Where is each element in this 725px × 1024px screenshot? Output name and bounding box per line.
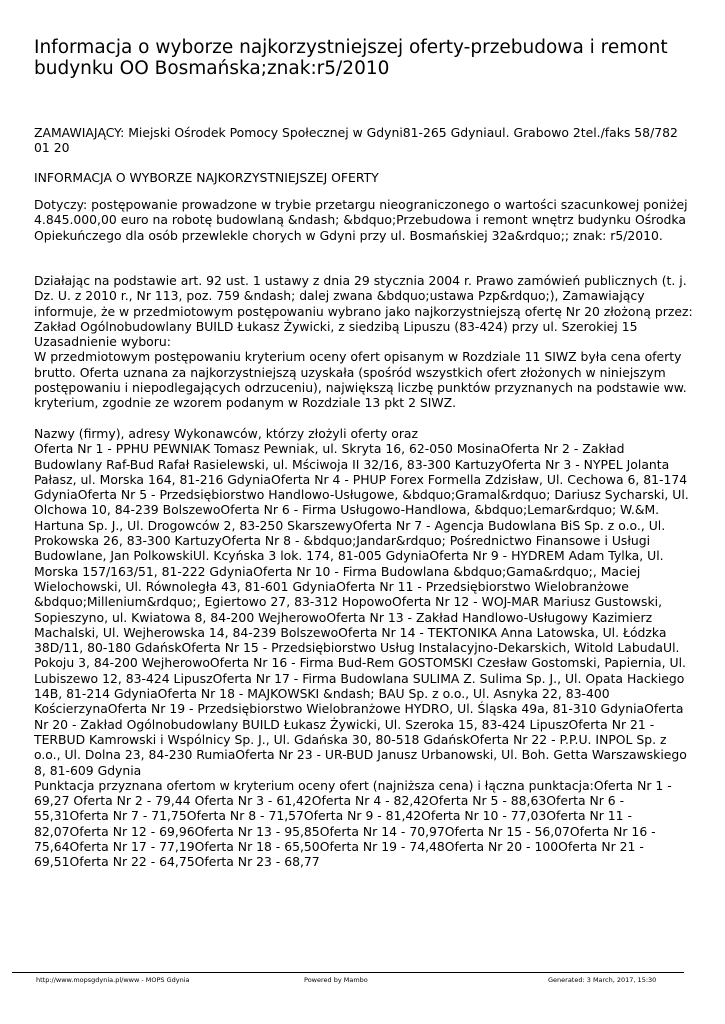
subject-paragraph: Dotyczy: postępowanie prowadzone w trybie przetargu nieograniczonego o wartości szacunkowej poniżej 4.845.000,00 euro na robotę budowlaną &ndash; &bdquo;Przebudowa i remont wnętrz budynku Ośrodka Opiekuńczego dla osób przewlekle chorych w Gdyni przy ul. Bosmańskiej 32a&rdquo;; znak: r5/2010. — [34, 197, 688, 243]
page-title: Informacja o wyborze najkorzystniejszej oferty-przebudowa i remont budynku OO Bosmańska;znak:r5/2010 — [34, 37, 668, 79]
footer-divider — [12, 972, 684, 973]
bidders-heading: Nazwy (firmy), adresy Wykonawców, którzy złożyli oferty oraz — [34, 425, 419, 441]
decision-body — [34, 273, 694, 870]
justification-label: Uzasadnienie wyboru: — [34, 334, 171, 350]
decision-paragraph: Działając na podstawie art. 92 ust. 1 ustawy z dnia 29 stycznia 2004 r. Prawo zamówień publicznych (t. j. Dz. U. z 2010 r., Nr 113, poz. 759 &ndash; dalej zwana &bdquo;ustawa Pzp&rdquo;), Zamawiający informuje, że w przedmiotowym postępowaniu wybrano jako najkorzystniejszą ofertę Nr 20 złożoną przez: Zakład Ogólnobudowlany BUILD Łukasz Żywicki, z siedzibą Lipuszu (83-424) przy ul. Szerokiej 15 — [34, 273, 693, 334]
footer-powered-by: Powered by Mambo — [304, 976, 368, 984]
justification-paragraph: W przedmiotowym postępowaniu kryterium oceny ofert opisanym w Rozdziale 11 SIWZ była cena oferty brutto. Oferta uznana za najkorzystniejszą uzyskała (spośród wszystkich ofert złożonych w niniejszym postępowaniu i niepodlegających odrzuceniu), największą liczbę punktów przyznanych na podstawie ww. kryterium, zgodnie ze wzorem podanym w Rozdziale 13 pkt 2 SIWZ. — [34, 349, 687, 411]
scores-paragraph: Punktacja przyznana ofertom w kryterium oceny ofert (najniższa cena) i łączna punktacja:Oferta Nr 1 - 69,27 Oferta Nr 2 - 79,44 Oferta Nr 3 - 61,42Oferta Nr 4 - 82,42Oferta Nr 5 - 88,63Oferta Nr 6 - 55,31Oferta Nr 7 - 71,75Oferta Nr 8 - 71,57Oferta Nr 9 - 81,42Oferta Nr 10 - 77,03Oferta Nr 11 - 82,07Oferta Nr 12 - 69,96Oferta Nr 13 - 95,85Oferta Nr 14 - 70,97Oferta Nr 15 - 56,07Oferta Nr 16 - 75,64Oferta Nr 17 - 77,19Oferta Nr 18 - 65,50Oferta Nr 19 - 74,48Oferta Nr 20 - 100Oferta Nr 21 - 69,51Oferta Nr 22 - 64,75Oferta Nr 23 - 68,77 — [34, 777, 672, 870]
section-heading: INFORMACJA O WYBORZE NAJKORZYSTNIEJSZEJ OFERTY — [34, 170, 379, 185]
bidders-list: Oferta Nr 1 - PPHU PEWNIAK Tomasz Pewniak, ul. Skryta 16, 62-050 MosinaOferta Nr 2 - Zakład Budowlany Raf-Bud Rafał Rasielewski, ul. Mściwoja II 32/16, 83-300 KartuzyOferta Nr 3 - NYPEL Jolanta Pałasz, ul. Morska 164, 81-216 GdyniaOferta Nr 4 - PHUP Forex Formella Zdzisław, Ul. Cechowa 6, 81-174 GdyniaOferta Nr 5 - Przedsiębiorstwo Handlowo-Usługowe, &bdquo;Gramal&rdquo; Dariusz Sycharski, Ul. Olchowa 10, 84-239 BolszewoOferta Nr 6 - Firma Usługowo-Handlowa, &bdquo;Lemar&rdquo; W.&M. Hartuna Sp. J., Ul. Drogowców 2, 83-250 SkarszewyOferta Nr 7 - Agencja Budowlana BiS Sp. z o.o., Ul. Prokowska 26, 83-300 KartuzyOferta Nr 8 - &bdquo;Jandar&rdquo; Pośrednictwo Finansowe i Usługi Budowlane, Jan PolkowskiUl. Kcyńska 3 lok. 174, 81-005 GdyniaOferta Nr 9 - HYDREM Adam Tylka, Ul. Morska 157/163/51, 81-222 GdyniaOferta Nr 10 - Firma Budowlana &bdquo;Gama&rdquo;, Maciej Wielochowski, Ul. Równoległa 43, 81-601 GdyniaOferta Nr 11 - Przedsiębiorstwo Wielobranżowe &bdquo;Millenium&rdquo;, Egiertowo 27, 83-312 HopowoOferta Nr 12 - WOJ-MAR Mariusz Gustowski, Sopieszyno, ul. Kwiatowa 8, 84-200 WejherowoOferta Nr 13 - Zakład Handlowo-Usługowy Kazimierz Machalski, Ul. Wejherowska 14, 84-239 BolszewoOferta Nr 14 - TEKTONIKA Anna Latowska, Ul. Łódzka 38D/11, 80-180 GdańskOferta Nr 15 - Przedsiębiorstwo Usług Instalacyjno-Dekarskich, Witold LabudaUl. Pokoju 3, 84-200 WejherowoOferta Nr 16 - Firma Bud-Rem GOSTOMSKI Czesław Gostomski, Papiernia, Ul. Lubiszewo 12, 83-424 LipuszOferta Nr 17 - Firma Budowlana SULIMA Z. Sulima Sp. J., Ul. Opata Hackiego 14B, 81-214 GdyniaOferta Nr 18 - MAJKOWSKI &ndash; BAU Sp. z o.o., Ul. Asnyka 22, 83-400 KościerzynaOferta Nr 19 - Przedsiębiorstwo Wielobranżowe HYDRO, Ul. Śląska 49a, 81-310 GdyniaOferta Nr 20 - Zakład Ogólnobudowlany BUILD Łukasz Żywicki, Ul. Szeroka 15, 83-424 LipuszOferta Nr 21 - TERBUD Kamrowski i Wspólnicy Sp. J., Ul. Gdańska 30, 80-518 GdańskOferta Nr 22 - P.P.U. INPOL Sp. z o.o., Ul. Dolna 23, 84-230 RumiaOferta Nr 23 - UR-BUD Janusz Urbanowski, Ul. Boh. Getta Warszawskiego 8, 81-609 Gdynia — [34, 441, 689, 778]
footer-url: http://www.mopsgdynia.pl/www - MOPS Gdynia — [36, 976, 190, 984]
footer-generated: Generated: 3 March, 2017, 15:30 — [548, 976, 657, 984]
contracting-authority: ZAMAWIAJĄCY: Miejski Ośrodek Pomocy Społecznej w Gdyni81-265 Gdyniaul. Grabowo 2tel./faks 58/782 01 20 — [34, 125, 678, 156]
spacer — [34, 411, 694, 426]
